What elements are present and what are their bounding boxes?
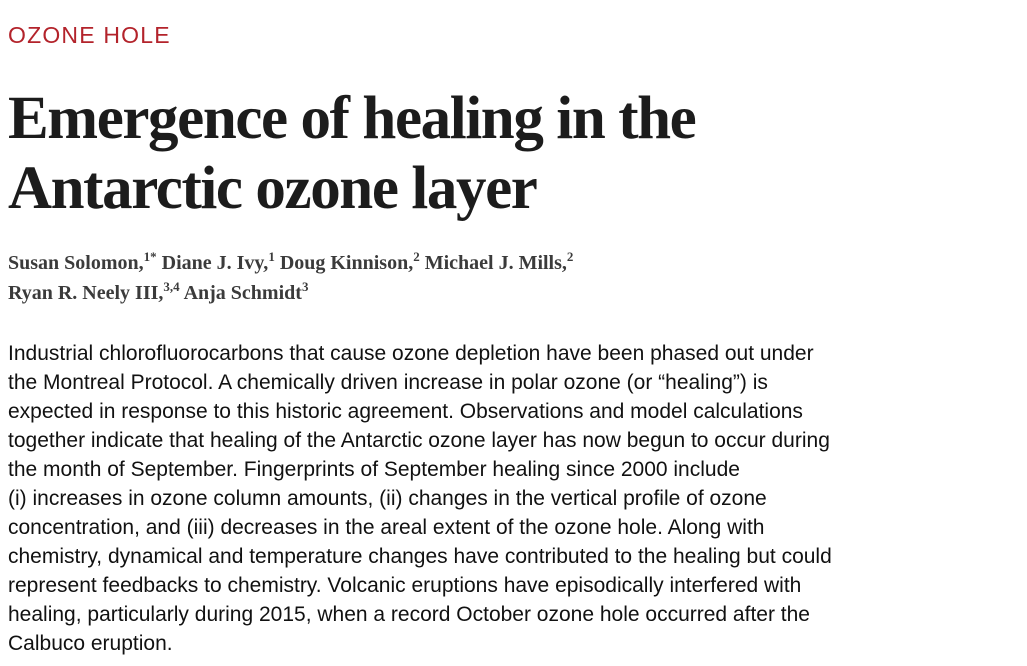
author-name: Ryan R. Neely III,	[8, 282, 164, 304]
author-affiliation: 3,4	[163, 279, 180, 294]
author-affiliation: 2	[566, 249, 574, 264]
author-name: Diane J. Ivy,	[161, 252, 269, 274]
abstract-line: Calbuco eruption.	[8, 632, 173, 655]
author-name: Anja Schmidt	[183, 282, 302, 304]
abstract	[8, 339, 1020, 658]
abstract-line: (i) increases in ozone column amounts, (ii) changes in the vertical profile of ozone	[8, 487, 767, 510]
corresponding-author-mark: *	[150, 249, 157, 264]
author-name: Susan Solomon,	[8, 252, 144, 274]
abstract-line: represent feedbacks to chemistry. Volcanic eruptions have episodically interfered with	[8, 574, 802, 597]
article-title	[8, 84, 908, 224]
author-name: Doug Kinnison,	[279, 252, 414, 274]
abstract-line: expected in response to this historic agreement. Observations and model calculations	[8, 400, 803, 423]
author-affiliation: 1	[143, 249, 151, 264]
abstract-line: the month of September. Fingerprints of September healing since 2000 include	[8, 458, 740, 481]
abstract-line: the Montreal Protocol. A chemically driven increase in polar ozone (or “healing”) is	[8, 371, 768, 394]
title-line-1: Emergence of healing in the	[8, 85, 696, 152]
author-list	[8, 248, 573, 308]
section-label: OZONE HOLE	[8, 22, 171, 48]
abstract-line: concentration, and (iii) decreases in the areal extent of the ozone hole. Along with	[8, 516, 765, 539]
abstract-line: chemistry, dynamical and temperature changes have contributed to the healing but could	[8, 545, 832, 568]
title-line-2: Antarctic ozone layer	[8, 155, 537, 222]
author-affiliation: 3	[301, 279, 309, 294]
author-line-2	[8, 278, 573, 308]
article-page	[8, 0, 1020, 666]
author-name: Michael J. Mills,	[424, 252, 567, 274]
author-line-1	[8, 248, 573, 278]
author-affiliation: 2	[413, 249, 420, 264]
abstract-line: healing, particularly during 2015, when a record October ozone hole occurred after the	[8, 603, 810, 626]
author-affiliation: 1	[268, 249, 275, 264]
abstract-line: together indicate that healing of the Antarctic ozone layer has now begun to occur during	[8, 429, 830, 452]
abstract-line: Industrial chlorofluorocarbons that cause ozone depletion have been phased out under	[8, 342, 814, 365]
